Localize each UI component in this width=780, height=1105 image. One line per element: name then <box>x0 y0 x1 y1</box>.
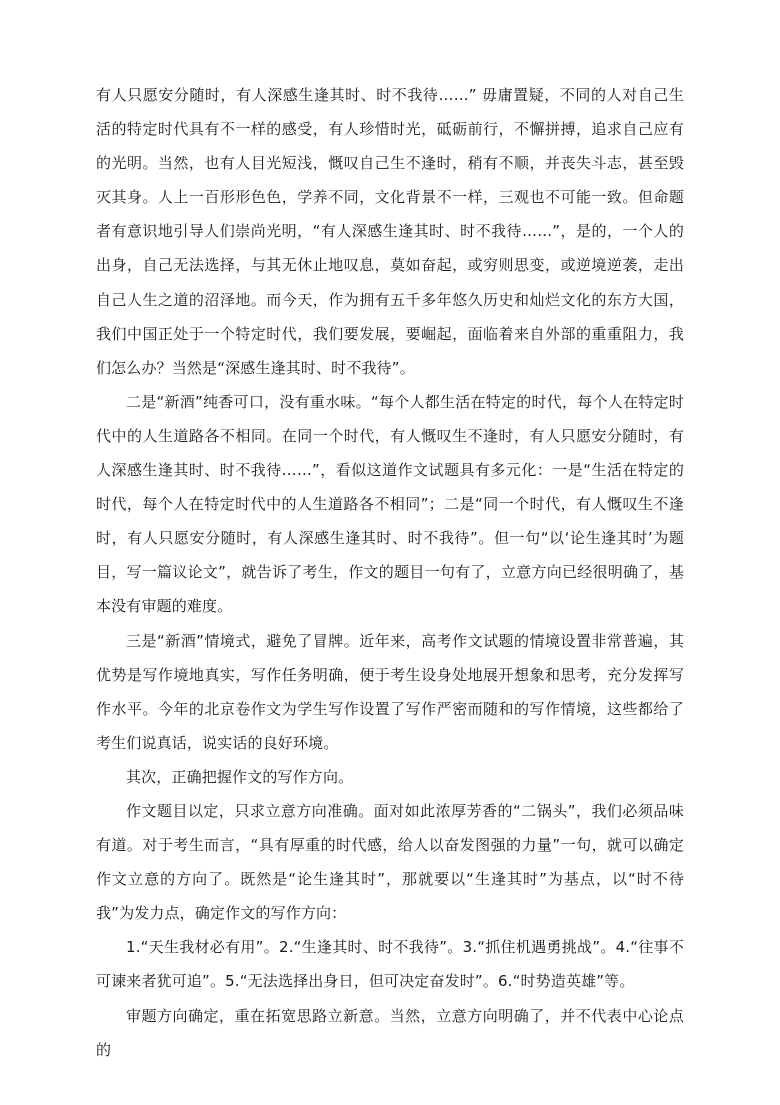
body-paragraph-5: 作文题目以定，只求立意方向准确。面对如此浓厚芳香的“二锅头”，我们必须品味有道。对于考生而言，“具有厚重的时代感，给人以奋发图强的力量”一句，就可以确定作文立意的方向了。既然是“论生逢其时”，那就要以“生逢其时”为基点，以“时不待我”为发力点，确定作文的写作方向： <box>96 801 684 923</box>
section-heading-paragraph: 其次，正确把握作文的写作方向。 <box>126 767 354 786</box>
body-paragraph-3: 三是“新酒”情境式，避免了冒牌。近年来，高考作文试题的情境设置非常普遍，其优势是写作境地真实，写作任务明确，便于考生设身处地展开想象和思考，充分发挥写作水平。今年的北京卷作文为学生写作设置了写作严密而随和的写作情境，这些都给了考生们说真话，说实话的良好环境。 <box>96 631 684 752</box>
body-paragraph-1: 有人只愿安分随时，有人深感生逢其时、时不我待……” 毋庸置疑，不同的人对自己生活的特定时代具有不一样的感受，有人珍惜时光，砥砺前行，不懈拼搏，追求自己应有的光明。当然，也有人目光短浅，慨叹自己生不逢时，稍有不顺，并丧失斗志，甚至毁灭其身。人上一百形形色色，学养不同，文化背景不一样，三观也不可能一致。但命题者有意识地引导人们崇尚光明，“有人深感生逢其时、时不我待……”，是的，一个人的出身，自己无法选择，与其无休止地叹息，莫如奋起，或穷则思变，或逆境逆袭，走出自己人生之道的沼泽地。而今天，作为拥有五千多年悠久历史和灿烂文化的东方大国，我们中国正处于一个特定时代，我们要发展，要崛起，面临着来自外部的重重阻力，我们怎么办？当然是“深感生逢其时、时不我待”。 <box>96 86 684 377</box>
body-paragraph-7: 审题方向确定，重在拓宽思路立新意。当然，立意方向明确了，并不代表中心论点的 <box>96 1006 684 1059</box>
numbered-directions-paragraph: 1.“天生我材必有用”。2.“生逢其时、时不我待”。3.“抓住机遇勇挑战”。4.“往事不可谏来者犹可追”。5.“无法选择出身日，但可决定奋发时”。6.“时势造英雄”等。 <box>96 938 684 991</box>
body-paragraph-2: 二是“新酒”纯香可口，没有重水味。“每个人都生活在特定的时代，每个人在特定时代中的人生道路各不相同。在同一个时代，有人慨叹生不逢时，有人只愿安分随时，有人深感生逢其时、时不我待……”，看似这道作文试题具有多元化：一是“生活在特定的时代，每个人在特定时代中的人生道路各不相同”；二是“同一个时代，有人慨叹生不逢时，有人只愿安分随时，有人深感生逢其时、时不我待”。但一句“以‘论生逢其时’为题目，写一篇议论文”，就告诉了考生，作文的题目一句有了，立意方向已经很明确了，基本没有审题的难度。 <box>96 392 684 616</box>
document-page <box>96 78 684 1067</box>
